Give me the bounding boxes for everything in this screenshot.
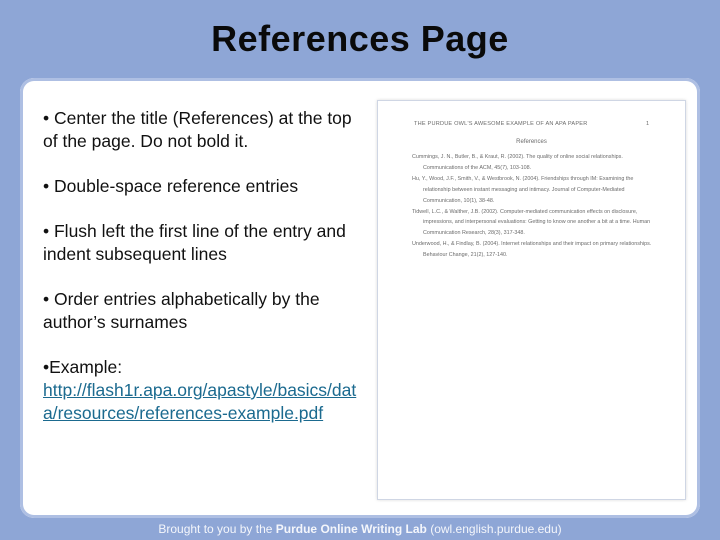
slide-title: References Page [211, 18, 509, 59]
doc-reference-entry: Underwood, H., & Findlay, B. (2004). Internet relationships and their impact on primary relationships. Behaviour Change, 21(2), 127-140. [412, 241, 652, 259]
doc-references-title: References [516, 139, 547, 145]
bullet-example [43, 356, 363, 425]
bullet-alphabetical: • Order entries alphabetically by the author’s surnames [43, 289, 320, 332]
reference-page-image [377, 100, 686, 500]
example-link[interactable]: http://flash1r.apa.org/apastyle/basics/data/resources/references-example.pdf [43, 380, 357, 423]
footer-prefix: Brought to you by the [158, 522, 276, 536]
doc-reference-entry: Hu, Y., Wood, J.F., Smith, V., & Westbrook, N. (2004). Friendships through IM: Examining the relationship between instant messaging and intimacy. Journal of Computer-Mediated Communication, 10(1), 38-48. [412, 175, 634, 204]
bullet-center-title: • Center the title (References) at the top of the page. Do not bold it. [43, 108, 352, 151]
doc-reference-list [412, 152, 662, 261]
footer-credit [0, 522, 720, 536]
bullet-double-space: • Double-space reference entries [43, 176, 299, 196]
doc-running-head: THE PURDUE OWL'S AWESOME EXAMPLE OF AN APA PAPER [414, 121, 588, 127]
example-label: •Example: [43, 357, 123, 377]
footer-lab-name: Purdue Online Writing Lab [275, 522, 427, 536]
doc-page-number: 1 [646, 121, 650, 127]
doc-reference-entry: Tidwell, L.C., & Walther, J.B. (2002). Computer-mediated communication effects on disclosure, impressions, and interpersonal evaluations: Getting to know one another a bit at a time. Human Communication Research, 28(3), 317-348. [412, 208, 651, 237]
doc-reference-entry: Cummings, J. N., Butler, B., & Kraut, R. (2002). The quality of online social relationships. Communications of the ACM, 45(7), 103-108. [412, 154, 623, 171]
bullet-hanging-indent: • Flush left the first line of the entry and indent subsequent lines [43, 221, 346, 264]
bullet-list [43, 107, 363, 425]
footer-suffix: (owl.english.purdue.edu) [426, 522, 562, 536]
